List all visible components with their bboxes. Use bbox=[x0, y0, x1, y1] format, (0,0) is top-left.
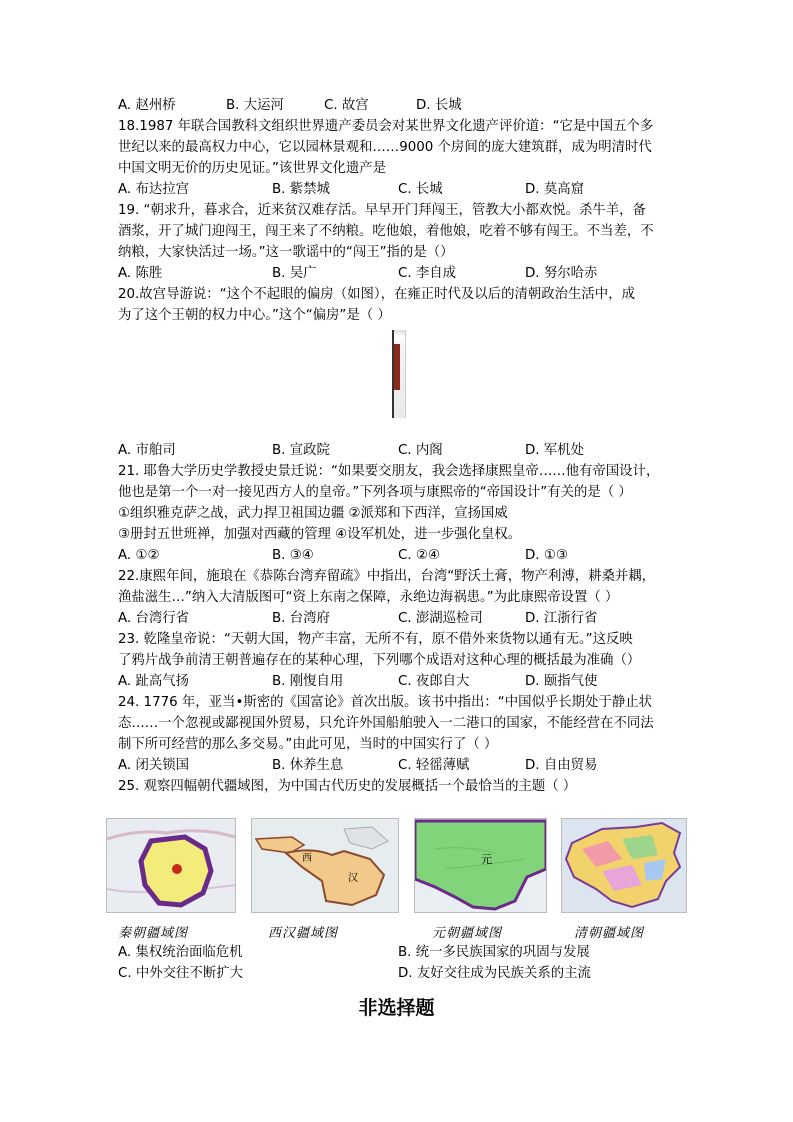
qing-map-graphic bbox=[562, 819, 686, 912]
yuan-map-label: 元 bbox=[481, 853, 492, 866]
q18-stem-line: 中国文明无价的历史见证。”该世界文化遗产是 bbox=[118, 161, 387, 176]
q19-stem-line: 纳粮，大家快活过一场。”这一歌谣中的“闯王”指的是（） bbox=[118, 245, 454, 260]
q18-option-b: B. 紫禁城 bbox=[272, 182, 330, 197]
q24-stem-line: 态……一个忽视或鄙视国外贸易，只允许外国船舶驶入一二港口的国家，不能经营在不同法 bbox=[118, 716, 654, 731]
q19-option-b: B. 吴广 bbox=[272, 266, 317, 281]
q21-statement-line: ①组织雅克萨之战，武力捍卫祖国边疆 ②派郑和下西洋，宣扬国威 bbox=[118, 506, 508, 521]
q23-option-a: A. 趾高气扬 bbox=[118, 674, 189, 689]
q20-stem-line: 为了这个王朝的权力中心。”这个“偏房”是（ ） bbox=[118, 308, 391, 323]
yuan-territory-map bbox=[414, 818, 547, 913]
q17-option-b: B. 大运河 bbox=[226, 98, 284, 113]
q19-option-a: A. 陈胜 bbox=[118, 266, 163, 281]
q24-option-d: D. 自由贸易 bbox=[525, 758, 598, 773]
q19-option-d: D. 努尔哈赤 bbox=[525, 266, 598, 281]
han-west-map-label: 西 bbox=[302, 853, 312, 864]
q21-stem-line: 他也是第一个一对一接见西方人的皇帝。”下列各项与康熙帝的“帝国设计”有关的是（ ） bbox=[118, 485, 632, 500]
han-map-graphic bbox=[252, 819, 398, 912]
q17-option-a: A. 赵州桥 bbox=[118, 98, 176, 113]
q25-option-a: A. 集权统治面临危机 bbox=[118, 945, 243, 960]
q20-stem-line: 20.故宫导游说：“这个不起眼的偏房（如图），在雍正时代及以后的清朝政治生活中，成 bbox=[118, 287, 635, 302]
q25-option-b: B. 统一多民族国家的巩固与发展 bbox=[398, 945, 590, 960]
qin-territory-map bbox=[106, 818, 236, 913]
q22-option-b: B. 台湾府 bbox=[272, 611, 330, 626]
q17-option-d: D. 长城 bbox=[416, 98, 462, 113]
q20-option-b: B. 宣政院 bbox=[272, 443, 330, 458]
q20-option-a: A. 市舶司 bbox=[118, 443, 176, 458]
q18-option-d: D. 莫高窟 bbox=[525, 182, 584, 197]
q19-option-c: C. 李自成 bbox=[398, 266, 457, 281]
q23-option-b: B. 刚愎自用 bbox=[272, 674, 344, 689]
q25-stem-line: 25. 观察四幅朝代疆域图，为中国古代历史的发展概括一个最恰当的主题（ ） bbox=[118, 779, 577, 794]
q23-stem-line: 23. 乾隆皇帝说：“天朝大国，物产丰富，无所不有，原不借外来货物以通有无。”这反映 bbox=[118, 632, 633, 647]
q24-stem-line: 24. 1776 年，亚当•斯密的《国富论》首次出版。该书中指出：“中国似乎长期处于静止状 bbox=[118, 695, 653, 710]
q18-option-c: C. 长城 bbox=[398, 182, 443, 197]
q24-option-b: B. 休养生息 bbox=[272, 758, 344, 773]
yuan-map-graphic bbox=[415, 819, 546, 912]
q20-option-c: C. 内阁 bbox=[398, 443, 443, 458]
qing-map-caption: 清朝疆域图 bbox=[574, 926, 645, 941]
qin-map-caption: 秦朝疆域图 bbox=[118, 926, 189, 941]
q22-stem-line: 渔盐滋生…”纳入大清版图可“资上东南之保障，永绝边海祸患。”为此康熙帝设置（ ） bbox=[118, 590, 619, 605]
photo-red-wall bbox=[394, 344, 400, 390]
q24-option-c: C. 轻徭薄赋 bbox=[398, 758, 470, 773]
q22-option-a: A. 台湾行省 bbox=[118, 611, 189, 626]
q19-stem-line: 酒浆，开了城门迎闯王，闯王来了不纳粮。吃他娘，着他娘，吃着不够有闯王。不当差，不 bbox=[118, 224, 654, 239]
section-title: 非选择题 bbox=[358, 997, 435, 1019]
qing-territory-map bbox=[561, 818, 687, 913]
q21-option-d: D. ①③ bbox=[525, 548, 568, 563]
q22-option-c: C. 澎湖巡检司 bbox=[398, 611, 483, 626]
qin-map-graphic bbox=[107, 819, 235, 912]
q21-statement-line: ③册封五世班禅，加强对西藏的管理 ④设军机处，进一步强化皇权。 bbox=[118, 527, 522, 542]
q22-option-d: D. 江浙行省 bbox=[525, 611, 598, 626]
q21-option-a: A. ①② bbox=[118, 548, 160, 563]
western-han-territory-map bbox=[251, 818, 399, 913]
q20-option-d: D. 军机处 bbox=[525, 443, 584, 458]
q18-stem-line: 世纪以来的最高权力中心，它以园林景观和……9000 个房间的庞大建筑群，成为明清时代 bbox=[118, 140, 652, 155]
q25-option-c: C. 中外交往不断扩大 bbox=[118, 966, 243, 981]
q18-option-a: A. 布达拉宫 bbox=[118, 182, 189, 197]
q18-stem-line: 18.1987 年联合国教科文组织世界遗产委员会对某世界文化遗产评价道：“它是中国五个多 bbox=[118, 119, 654, 134]
q21-option-c: C. ②④ bbox=[398, 548, 440, 563]
q23-option-c: C. 夜郎自大 bbox=[398, 674, 470, 689]
q21-option-b: B. ③④ bbox=[272, 548, 314, 563]
yuan-map-caption: 元朝疆域图 bbox=[432, 926, 503, 941]
western-han-map-caption: 西汉疆域图 bbox=[268, 926, 339, 941]
q22-stem-line: 22.康熙年间，施琅在《恭陈台湾弃留疏》中指出，台湾“野沃土膏，物产利溥，耕桑并耦， bbox=[118, 569, 656, 584]
q24-stem-line: 制下所可经营的那么多交易。”由此可见，当时的中国实行了（ ） bbox=[118, 737, 498, 752]
side-room-photo bbox=[392, 330, 406, 418]
q17-option-c: C. 故宫 bbox=[324, 98, 369, 113]
q19-stem-line: 19. “朝求升，暮求合，近来贫汉难存活。早早开门拜闯王，管教大小都欢悦。杀牛羊，备 bbox=[118, 203, 646, 218]
q21-stem-line: 21. 耶鲁大学历史学教授史景迁说：“如果要交朋友，我会选择康熙皇帝……他有帝国设计， bbox=[118, 464, 660, 479]
q24-option-a: A. 闭关锁国 bbox=[118, 758, 189, 773]
q23-stem-line: 了鸦片战争前清王朝普遍存在的某种心理，下列哪个成语对这种心理的概括最为准确（） bbox=[118, 653, 641, 668]
han-east-map-label: 汉 bbox=[348, 873, 358, 884]
q23-option-d: D. 颐指气使 bbox=[525, 674, 598, 689]
q25-option-d: D. 友好交往成为民族关系的主流 bbox=[398, 966, 591, 981]
